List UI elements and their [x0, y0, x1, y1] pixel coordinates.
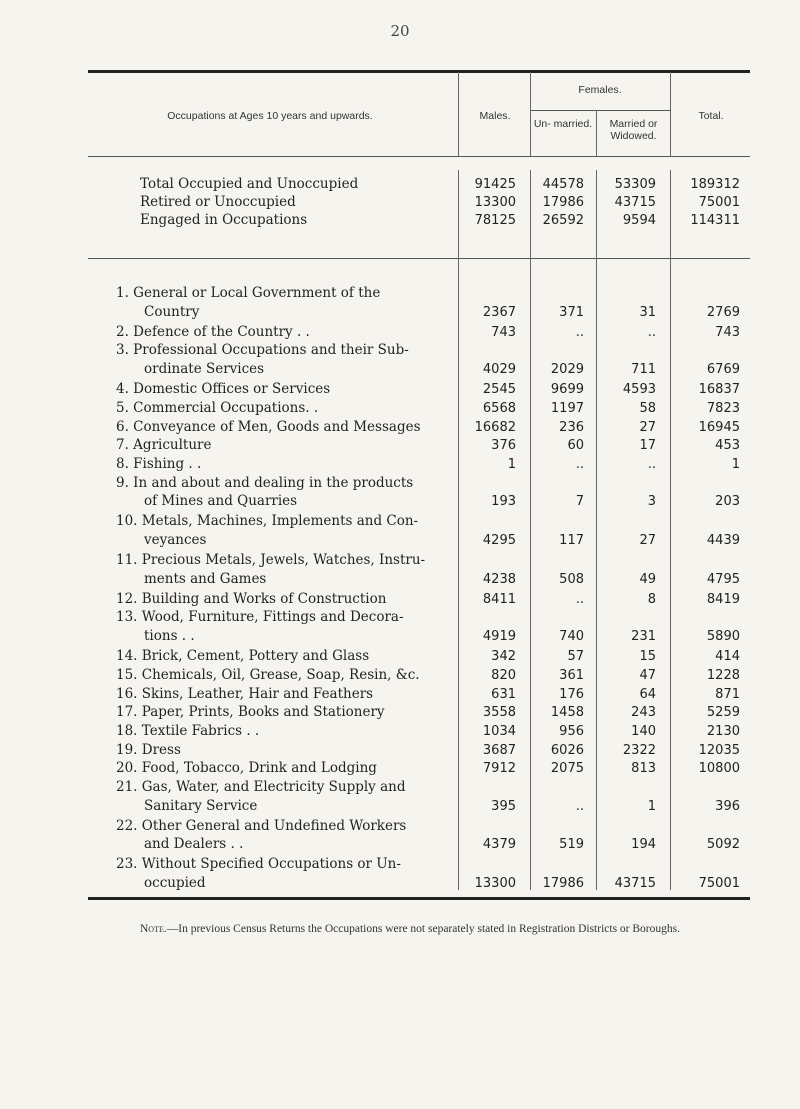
cell-married: 140 [631, 723, 656, 739]
cell-total: 12035 [698, 742, 740, 758]
header-unmarried: Un- married. [533, 118, 593, 130]
vline-body-4 [670, 258, 671, 890]
cell-males: 6568 [482, 400, 516, 416]
row-label-line1: 5. Commercial Occupations. . [116, 399, 319, 416]
row-label-line1: 16. Skins, Leather, Hair and Feathers [116, 685, 374, 702]
cell-total: 6769 [706, 362, 740, 378]
cell-married: 243 [631, 705, 656, 721]
cell-total: 4439 [706, 533, 740, 548]
cell-unmarried: 371 [559, 304, 584, 320]
row-label-line1: 4. Domestic Offices or Services [116, 381, 331, 398]
cell-total: 5092 [706, 837, 740, 853]
cell-total: 7823 [706, 400, 740, 416]
cell-married: 813 [631, 761, 656, 777]
cell-males: 3558 [482, 705, 516, 721]
cell-married: 711 [631, 362, 656, 378]
summary-married: 9594 [622, 213, 656, 228]
vline-header-3 [596, 110, 597, 156]
cell-males: 631 [491, 686, 516, 702]
summary-unmarried: 26592 [542, 213, 584, 228]
header-total: Total. [698, 110, 724, 122]
cell-males: 4919 [482, 629, 516, 645]
cell-married: .. [647, 456, 656, 472]
cell-unmarried: 519 [559, 837, 584, 853]
footnote-text: —In previous Census Returns the Occupations were not separately stated in Registration Districts or Boroughs. [166, 923, 680, 935]
cell-married: 43715 [614, 876, 656, 892]
row-label-line1: 10. Metals, Machines, Implements and Con- [116, 513, 419, 530]
vline-header-2 [530, 72, 531, 156]
row-label-line2: Country [144, 303, 200, 320]
row-label-line1: 20. Food, Tobacco, Drink and Lodging [116, 760, 377, 777]
cell-males: 193 [491, 494, 516, 510]
header-bottom-rule [88, 156, 750, 157]
cell-unmarried: 17986 [542, 876, 584, 892]
cell-married: 31 [639, 304, 656, 320]
cell-unmarried: 7 [575, 494, 584, 510]
row-label-line1: 1. General or Local Government of the [116, 285, 381, 301]
row-label-line1: 6. Conveyance of Men, Goods and Messages [116, 418, 421, 435]
vline-header-4 [670, 72, 671, 156]
row-label-line1: 17. Paper, Prints, Books and Stationery [116, 704, 385, 721]
cell-unmarried: 6026 [550, 742, 584, 758]
cell-unmarried: 1458 [550, 705, 584, 721]
cell-unmarried: .. [575, 798, 584, 814]
cell-married: 47 [639, 667, 656, 683]
row-label-line1: 3. Professional Occupations and their Sub- [116, 342, 409, 359]
cell-unmarried: 236 [559, 419, 584, 435]
cell-total: 10800 [698, 761, 740, 777]
table-bottom-rule [88, 897, 750, 900]
row-label-line1: 22. Other General and Undefined Workers [116, 817, 407, 834]
summary-total: 114311 [690, 213, 740, 228]
cell-males: 1034 [482, 723, 516, 739]
row-label-line1: 8. Fishing . . [116, 455, 202, 472]
cell-married: 17 [639, 438, 656, 454]
cell-married: 231 [631, 629, 656, 645]
cell-unmarried: 740 [559, 629, 584, 645]
cell-married: 2322 [622, 742, 656, 758]
cell-married: 8 [647, 591, 656, 607]
row-label-line2: of Mines and Quarries [144, 493, 298, 510]
summary-males: 13300 [474, 195, 516, 210]
cell-unmarried: 1197 [550, 400, 584, 416]
cell-males: 376 [491, 438, 516, 454]
cell-total: 743 [715, 324, 740, 340]
cell-males: 1 [507, 456, 516, 472]
cell-total: 16945 [698, 419, 740, 435]
row-label-line1: 2. Defence of the Country . . [116, 323, 310, 340]
header-males: Males. [479, 110, 511, 122]
vline-summary-4 [670, 170, 671, 258]
row-label-line2: ordinate Services [144, 361, 265, 378]
row-label-line1: 19. Dress [116, 741, 181, 758]
summary-total: 75001 [698, 195, 740, 210]
cell-males: 342 [491, 649, 516, 665]
cell-unmarried: 57 [567, 649, 584, 665]
cell-unmarried: 117 [559, 533, 584, 548]
cell-married: 3 [647, 494, 656, 510]
row-label-line1: 21. Gas, Water, and Electricity Supply and [116, 779, 406, 795]
row-label-line2: tions . . [144, 628, 195, 645]
cell-unmarried: 60 [567, 438, 584, 454]
summary-bottom-rule [88, 258, 750, 259]
cell-total: 4795 [706, 571, 740, 587]
cell-unmarried: .. [575, 324, 584, 340]
cell-males: 2367 [482, 304, 516, 320]
cell-total: 396 [715, 798, 740, 814]
cell-unmarried: 9699 [550, 382, 584, 398]
cell-males: 395 [491, 798, 516, 814]
header-married-widowed: Married or Widowed. [609, 118, 658, 142]
cell-married: 4593 [622, 382, 656, 398]
cell-unmarried: 956 [559, 723, 584, 739]
cell-males: 4238 [482, 571, 516, 587]
row-label-line1: 14. Brick, Cement, Pottery and Glass [116, 648, 370, 665]
summary-males: 78125 [474, 213, 516, 228]
cell-unmarried: 2029 [550, 362, 584, 378]
cell-total: 1228 [706, 667, 740, 683]
cell-males: 7912 [482, 761, 516, 777]
row-label-line1: 23. Without Specified Occupations or Un- [116, 856, 401, 873]
cell-total: 203 [715, 494, 740, 510]
row-label-line1: 15. Chemicals, Oil, Grease, Soap, Resin, &c. [116, 666, 420, 683]
header-occupations: Occupations at Ages 10 years and upwards. [167, 110, 373, 122]
summary-unmarried: 44578 [542, 177, 584, 192]
row-label-line2: and Dealers . . [144, 836, 244, 853]
footnote-lead: Note. [140, 923, 167, 935]
cell-males: 4379 [482, 837, 516, 853]
cell-males: 4295 [482, 533, 516, 548]
cell-males: 13300 [474, 876, 516, 892]
cell-total: 16837 [698, 382, 740, 398]
cell-married: 27 [639, 533, 656, 548]
cell-total: 8419 [706, 591, 740, 607]
cell-total: 871 [715, 686, 740, 702]
cell-total: 453 [715, 438, 740, 454]
cell-males: 743 [491, 324, 516, 340]
cell-married: 194 [631, 837, 656, 853]
cell-unmarried: .. [575, 591, 584, 607]
cell-males: 2545 [482, 382, 516, 398]
females-subrule [530, 110, 670, 111]
cell-unmarried: 361 [559, 667, 584, 683]
table-top-rule [88, 70, 750, 73]
row-label-line1: 7. Agriculture [116, 437, 212, 454]
cell-males: 8411 [482, 591, 516, 607]
summary-married: 43715 [614, 195, 656, 210]
cell-married: 27 [639, 419, 656, 435]
row-label-line2: ments and Games [144, 570, 267, 587]
cell-total: 5890 [706, 629, 740, 645]
summary-males: 91425 [474, 177, 516, 192]
page-number: 20 [390, 22, 410, 40]
cell-unmarried: .. [575, 456, 584, 472]
cell-unmarried: 176 [559, 686, 584, 702]
cell-married: 58 [639, 400, 656, 416]
cell-unmarried: 508 [559, 571, 584, 587]
cell-total: 5259 [706, 705, 740, 721]
cell-total: 414 [715, 649, 740, 665]
vline-header-1 [458, 72, 459, 156]
cell-males: 3687 [482, 742, 516, 758]
cell-married: 49 [639, 571, 656, 587]
footnote [140, 920, 760, 938]
cell-married: 15 [639, 649, 656, 665]
summary-label: Engaged in Occupations [140, 212, 308, 228]
cell-unmarried: 2075 [550, 761, 584, 777]
summary-label: Total Occupied and Unoccupied [140, 176, 359, 192]
cell-total: 2130 [706, 723, 740, 739]
cell-total: 75001 [698, 876, 740, 892]
cell-married: 64 [639, 686, 656, 702]
cell-married: 1 [647, 798, 656, 814]
row-label-line1: 18. Textile Fabrics . . [116, 722, 260, 739]
summary-total: 189312 [690, 177, 740, 192]
summary-married: 53309 [614, 177, 656, 192]
row-label-line2: occupied [144, 875, 206, 892]
row-label-line1: 9. In and about and dealing in the products [116, 474, 414, 491]
header-females: Females. [578, 84, 622, 96]
cell-married: .. [647, 324, 656, 340]
cell-total: 1 [731, 456, 740, 472]
cell-total: 2769 [706, 304, 740, 320]
cell-males: 16682 [474, 419, 516, 435]
cell-males: 820 [491, 667, 516, 683]
summary-label: Retired or Unoccupied [140, 194, 296, 210]
row-label-line2: veyances [144, 532, 207, 548]
cell-males: 4029 [482, 362, 516, 378]
row-label-line1: 13. Wood, Furniture, Fittings and Decora- [116, 609, 404, 626]
row-label-line2: Sanitary Service [144, 797, 258, 814]
summary-unmarried: 17986 [542, 195, 584, 210]
row-label-line1: 12. Building and Works of Construction [116, 590, 387, 607]
row-label-line1: 11. Precious Metals, Jewels, Watches, Instru- [116, 552, 426, 568]
